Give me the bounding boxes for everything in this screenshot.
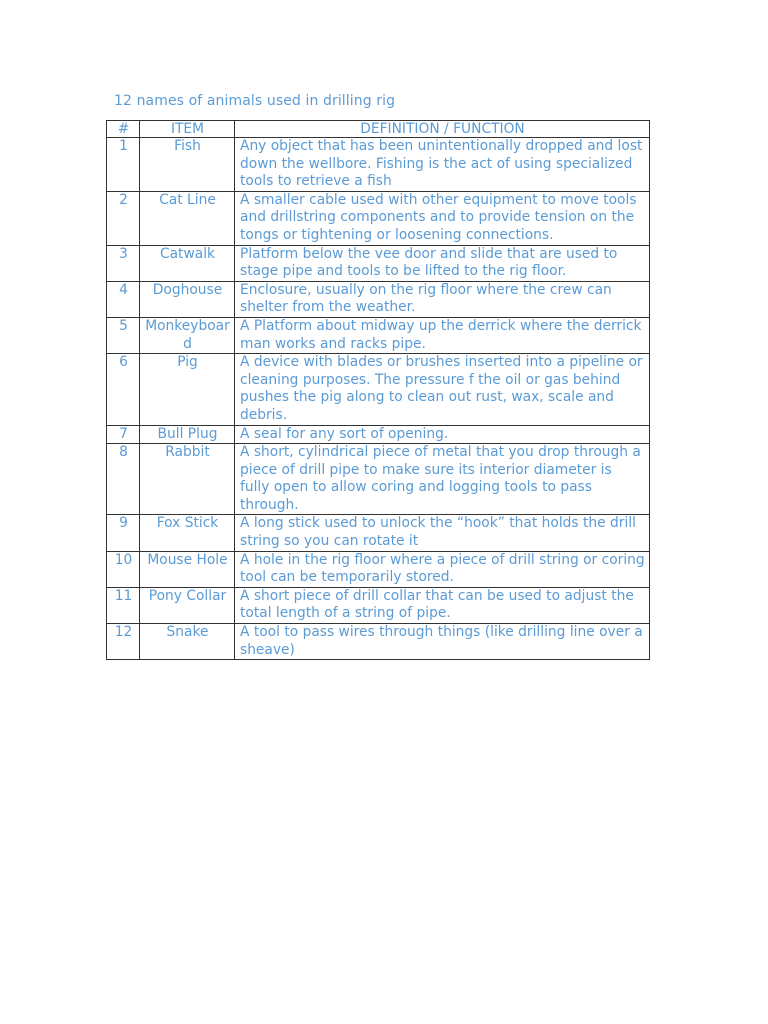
page-title: 12 names of animals used in drilling rig	[114, 93, 396, 109]
row-item: Rabbit	[140, 444, 235, 515]
row-definition: A short, cylindrical piece of metal that you drop through a piece of drill pipe to make sure its interior diameter is fully open to allow coring and logging tools to pass through.	[235, 444, 650, 515]
row-item: Cat Line	[140, 191, 235, 245]
row-number: 5	[107, 317, 140, 353]
table-row	[107, 191, 650, 245]
row-number: 1	[107, 138, 140, 192]
drilling-terms-table	[106, 120, 650, 660]
row-definition: Enclosure, usually on the rig floor where the crew can shelter from the weather.	[235, 281, 650, 317]
row-item: Catwalk	[140, 245, 235, 281]
table-row	[107, 138, 650, 192]
row-definition: A tool to pass wires through things (like drilling line over a sheave)	[235, 624, 650, 660]
table-row	[107, 425, 650, 444]
table-row	[107, 551, 650, 587]
table-row	[107, 587, 650, 623]
header-number: #	[107, 121, 140, 138]
table-row	[107, 354, 650, 425]
row-item: Pig	[140, 354, 235, 425]
row-item: Fox Stick	[140, 515, 235, 551]
row-number: 11	[107, 587, 140, 623]
row-definition: Platform below the vee door and slide that are used to stage pipe and tools to be lifted to the rig floor.	[235, 245, 650, 281]
row-definition: A device with blades or brushes inserted into a pipeline or cleaning purposes. The pressure f the oil or gas behind pushes the pig along to clean out rust, wax, scale and debris.	[235, 354, 650, 425]
row-number: 10	[107, 551, 140, 587]
header-item: ITEM	[140, 121, 235, 138]
row-definition: A Platform about midway up the derrick where the derrick man works and racks pipe.	[235, 317, 650, 353]
row-item: Doghouse	[140, 281, 235, 317]
table-header-row	[107, 121, 650, 138]
row-number: 9	[107, 515, 140, 551]
row-item: Bull Plug	[140, 425, 235, 444]
row-number: 6	[107, 354, 140, 425]
row-definition: A hole in the rig floor where a piece of drill string or coring tool can be temporarily stored.	[235, 551, 650, 587]
row-definition: Any object that has been unintentionally dropped and lost down the wellbore. Fishing is the act of using specialized tools to retrieve a fish	[235, 138, 650, 192]
row-definition: A long stick used to unlock the “hook” that holds the drill string so you can rotate it	[235, 515, 650, 551]
row-item: Monkeyboard	[140, 317, 235, 353]
row-definition: A short piece of drill collar that can be used to adjust the total length of a string of pipe.	[235, 587, 650, 623]
row-number: 2	[107, 191, 140, 245]
table-row	[107, 444, 650, 515]
table-row	[107, 281, 650, 317]
row-item: Snake	[140, 624, 235, 660]
table-row	[107, 515, 650, 551]
row-number: 7	[107, 425, 140, 444]
row-number: 8	[107, 444, 140, 515]
row-item: Pony Collar	[140, 587, 235, 623]
row-number: 3	[107, 245, 140, 281]
row-item: Mouse Hole	[140, 551, 235, 587]
row-number: 4	[107, 281, 140, 317]
table-row	[107, 317, 650, 353]
row-item: Fish	[140, 138, 235, 192]
table-row	[107, 245, 650, 281]
table-row	[107, 624, 650, 660]
row-number: 12	[107, 624, 140, 660]
row-definition: A smaller cable used with other equipment to move tools and drillstring components and to provide tension on the tongs or tightening or loosening connections.	[235, 191, 650, 245]
row-definition: A seal for any sort of opening.	[235, 425, 650, 444]
header-definition: DEFINITION / FUNCTION	[235, 121, 650, 138]
